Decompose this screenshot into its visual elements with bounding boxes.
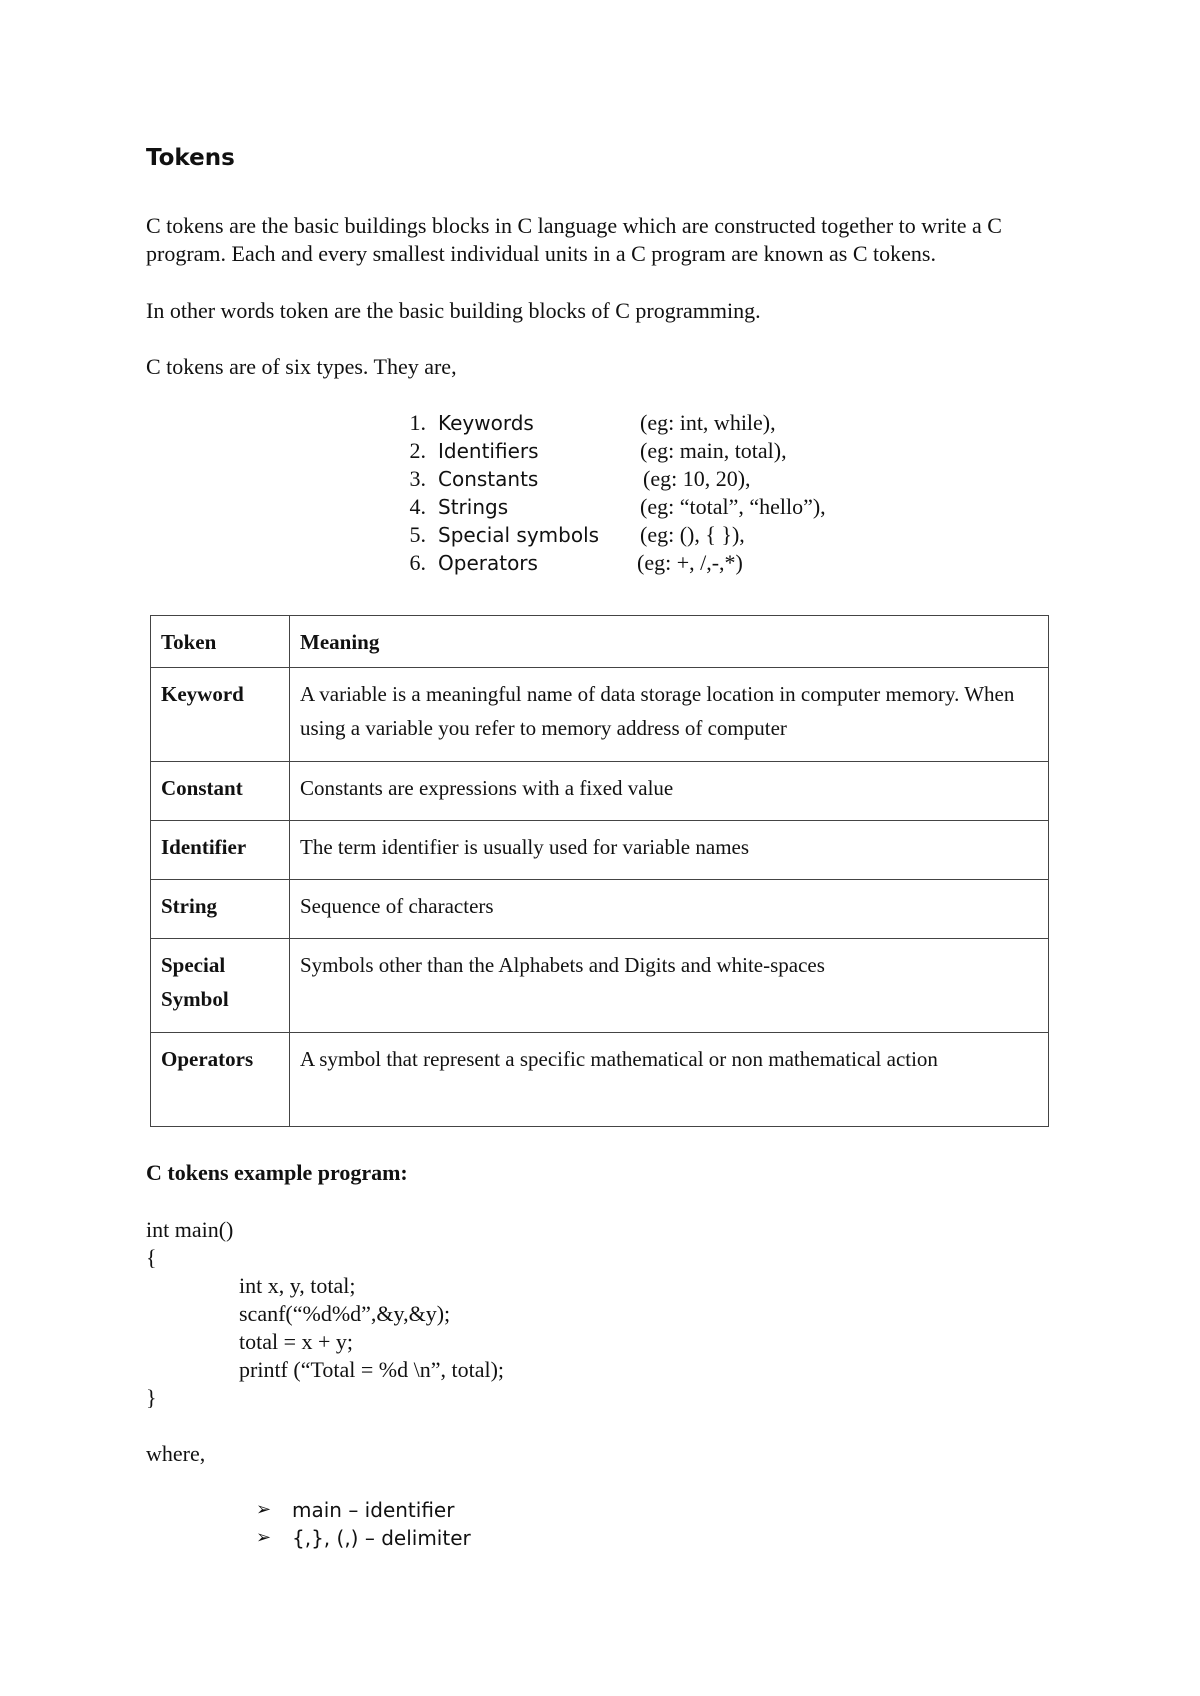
where-item-text: main – identifier (292, 1498, 455, 1522)
table-row (151, 939, 1049, 1033)
example-code-block (146, 1216, 504, 1412)
token-type-example: (eg: “total”, “hello”), (640, 494, 826, 519)
code-line: } (146, 1385, 157, 1410)
token-cell: Keyword (151, 668, 290, 762)
table-header-row (151, 616, 1049, 668)
token-cell: String (151, 880, 290, 939)
header-token: Token (151, 616, 290, 668)
token-type-example: (eg: int, while), (640, 410, 776, 435)
where-list (256, 1496, 471, 1552)
list-number: 2. (409, 438, 426, 463)
code-line: { (146, 1245, 157, 1270)
list-number: 4. (409, 494, 426, 519)
intro-paragraph: C tokens are the basic buildings blocks in C language which are constructed together to write a C program. Each and every smallest individual units in a C program are known as C tokens. (146, 213, 1002, 266)
token-meaning-table (150, 615, 1049, 1127)
table-row (151, 880, 1049, 939)
code-line: total = x + y; (239, 1329, 354, 1354)
meaning-cell: The term identifier is usually used for variable names (290, 821, 1049, 880)
token-type-example: (eg: (), { }), (640, 522, 745, 547)
code-line: scanf(“%d%d”,&y,&y); (239, 1301, 451, 1326)
token-type-example: (eg: main, total), (640, 438, 787, 463)
meaning-cell: Constants are expressions with a fixed value (290, 762, 1049, 821)
token-cell: Special Symbol (151, 939, 290, 1033)
table-row (151, 1033, 1049, 1127)
six-types-paragraph: C tokens are of six types. They are, (146, 354, 457, 379)
table-row (151, 821, 1049, 880)
where-item-text: {,}, (,) – delimiter (292, 1526, 471, 1550)
arrow-bullet-icon: ➢ (256, 1527, 272, 1548)
code-line: int main() (146, 1217, 234, 1242)
arrow-bullet-icon: ➢ (256, 1499, 272, 1520)
token-cell: Operators (151, 1033, 290, 1127)
meaning-cell: Sequence of characters (290, 880, 1049, 939)
token-type-name: Constants (438, 467, 539, 491)
token-type-name: Special symbols (438, 523, 600, 547)
token-type-example: (eg: +, /,-,*) (637, 550, 743, 575)
example-heading: C tokens example program: (146, 1160, 408, 1185)
code-line: printf (“Total = %d \n”, total); (239, 1357, 505, 1382)
token-cell: Constant (151, 762, 290, 821)
table-row (151, 762, 1049, 821)
code-line: int x, y, total; (239, 1273, 356, 1298)
list-number: 1. (409, 410, 426, 435)
token-type-name: Strings (438, 495, 509, 519)
token-type-name: Keywords (438, 411, 534, 435)
where-label: where, (146, 1441, 206, 1466)
meaning-cell: A variable is a meaningful name of data storage location in computer memory. When using a variable you refer to memory address of computer (290, 668, 1049, 762)
list-number: 5. (409, 522, 426, 547)
meaning-cell: A symbol that represent a specific mathematical or non mathematical action (290, 1033, 1049, 1127)
header-meaning: Meaning (290, 616, 1049, 668)
token-cell: Identifier (151, 821, 290, 880)
other-words-paragraph: In other words token are the basic building blocks of C programming. (146, 298, 761, 323)
meaning-cell: Symbols other than the Alphabets and Digits and white-spaces (290, 939, 1049, 1033)
list-number: 3. (409, 466, 426, 491)
list-item (256, 1524, 471, 1552)
list-item (256, 1496, 471, 1524)
page-title: Tokens (146, 145, 235, 171)
token-type-example: (eg: 10, 20), (643, 466, 751, 491)
token-type-name: Operators (438, 551, 538, 575)
table-row (151, 668, 1049, 762)
list-number: 6. (409, 550, 426, 575)
token-type-name: Identifiers (438, 439, 539, 463)
